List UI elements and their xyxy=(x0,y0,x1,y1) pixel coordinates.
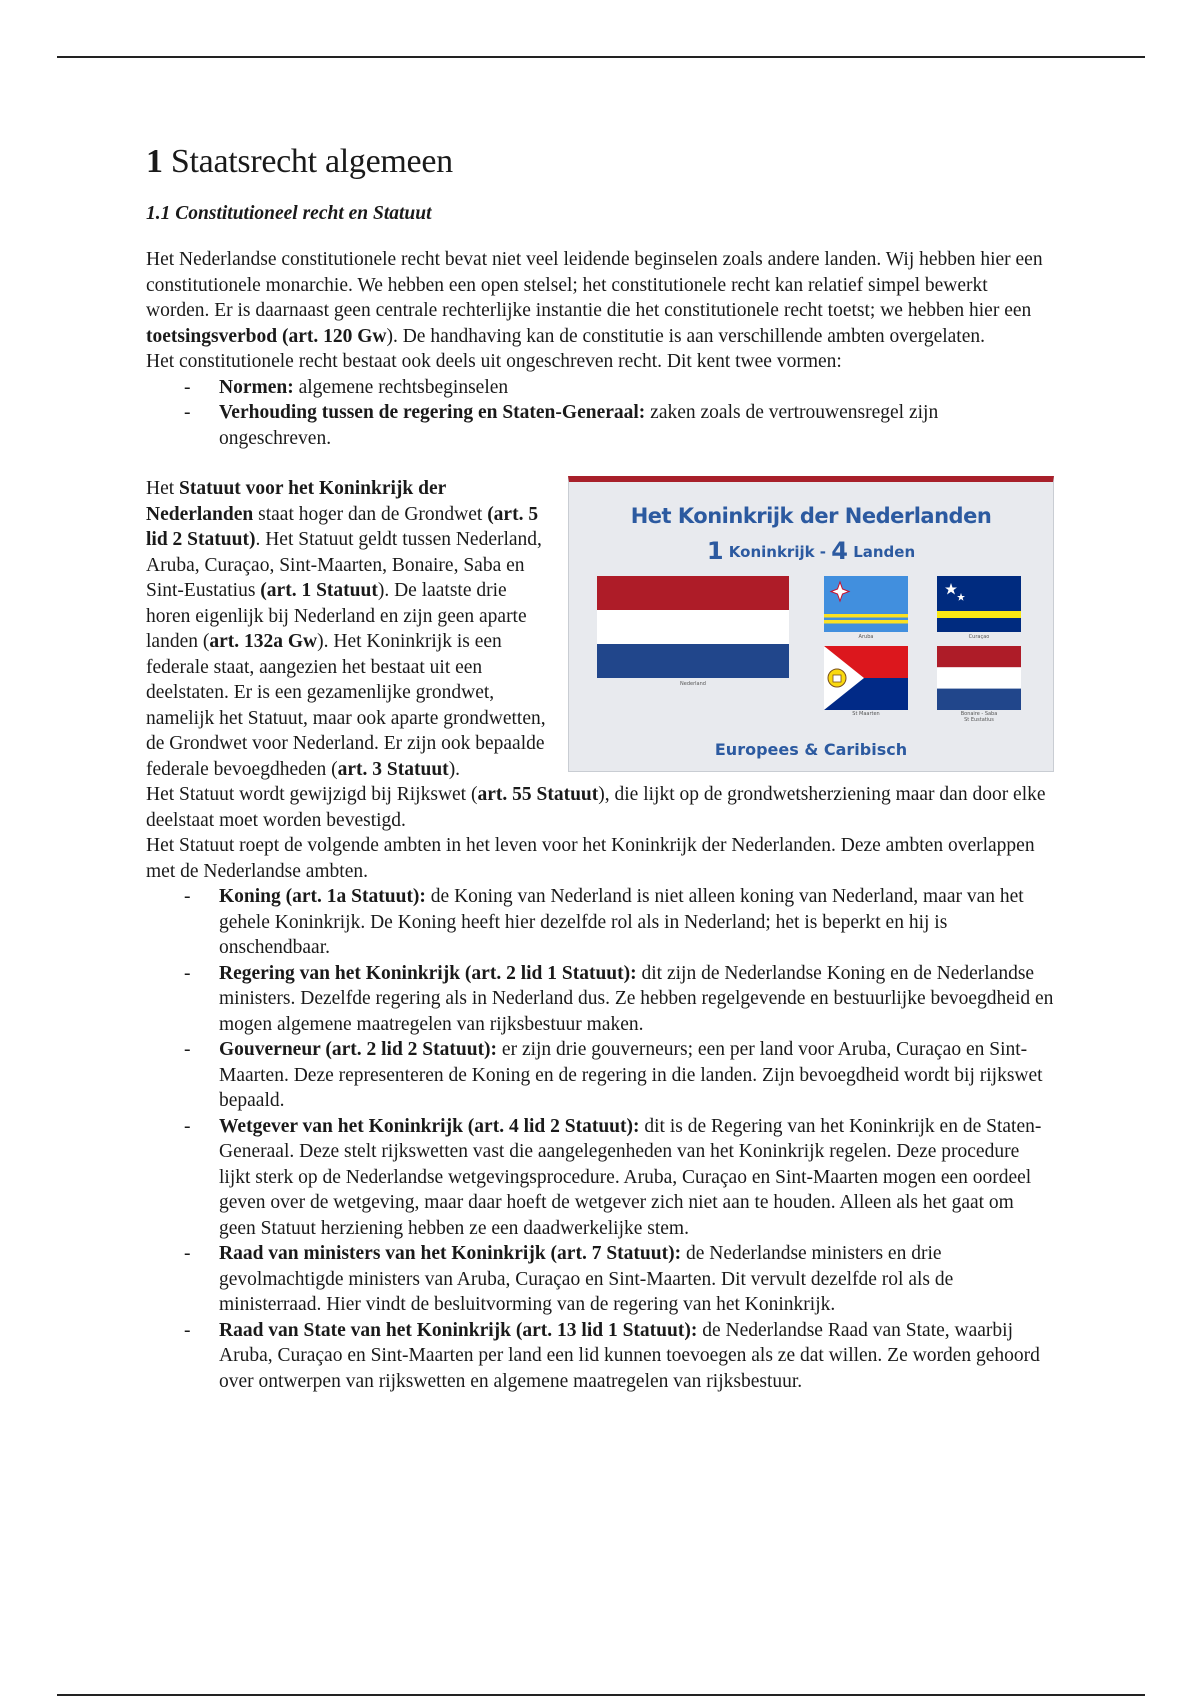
paragraph-intro: Het Nederlandse constitutionele recht bevat niet veel leidende beginselen zoals andere landen. Wij hebben hier een constitutionele monarchie. We hebben een open stelsel; het constitutionele recht kan relatief simpel bewerkt worden. Er is daarnaast geen centrale rechterlijke instantie die het constitutionele recht toetst; we hebben hier een toetsingsverbod (art. 120 Gw). De handhaving kan de constitutie is aan verschillende ambten overgelaten. xyxy=(146,249,1043,347)
caption-netherlands: Nederland xyxy=(680,681,706,687)
curacao-flag-icon xyxy=(937,576,1021,632)
figure-subtitle: 1 Koninkrijk - 4 Landen xyxy=(706,537,916,565)
caption-bes: Bonaire - Saba St Eustatius xyxy=(960,711,998,723)
paragraph-rijkswet: Het Statuut wordt gewijzigd bij Rijkswet (art. 55 Statuut), die lijkt op de grondwetsherziening maar dan door elke deelstaat moet worden bevestigd. xyxy=(146,784,1046,831)
list-item: - Normen: algemene rechtsbeginselen xyxy=(146,375,1054,401)
caption-curacao: Curaçao xyxy=(968,634,990,640)
list-item: - Koning (art. 1a Statuut): de Koning van Nederland is niet alleen koning van Nederland, maar van het gehele Koninkrijk. De Koning heeft hier dezelfde rol als in Nederland; het is beperkt en hij is onschendbaar. xyxy=(146,884,1054,961)
list-item: - Raad van State van het Koninkrijk (art. 13 lid 1 Statuut): de Nederlandse Raad van State, waarbij Aruba, Curaçao en Sint-Maarten per land een lid kunnen toevoegen als ze dat willen. Ze worden gehoord over ontwerpen van rijkswetten en algemene maatregelen van rijksbestuur. xyxy=(146,1318,1054,1395)
list-item: - Verhouding tussen de regering en Staten-Generaal: zaken zoals de vertrouwensregel zijn ongeschreven. xyxy=(146,400,1054,451)
ambten-list xyxy=(146,884,1054,1394)
paragraph-ambten: Het Statuut roept de volgende ambten in het leven voor het Koninkrijk der Nederlanden. Deze ambten overlappen met de Nederlandse ambten. xyxy=(146,835,1035,882)
paragraph-statuut: Het Statuut voor het Koninkrijk der Nederlanden staat hoger dan de Grondwet (art. 5 lid 2 Statuut). Het Statuut geldt tussen Nederland, Aruba, Curaçao, Sint-Maarten, Bonaire, Saba en Sint-Eustatius (art. 1 Statuut). De laatste drie horen eigenlijk bij Nederland en zijn geen aparte landen (art. 132a Gw). Het Koninkrijk is een federale staat, aangezien het bestaat uit een deelstaten. Er is een gezamenlijke grondwet, namelijk het Statuut, maar ook aparte grondwetten, de Grondwet voor Nederland. Er zijn ook bepaalde federale bevoegdheden (art. 3 Statuut). xyxy=(146,478,546,780)
figure-title: Het Koninkrijk der Nederlanden xyxy=(630,504,992,528)
caption-sint-maarten: St Maarten xyxy=(852,711,880,717)
top-rule xyxy=(57,56,1145,58)
chapter-number: 1 xyxy=(146,143,163,180)
sint-maarten-flag-icon xyxy=(824,646,908,710)
list-item: - Raad van ministers van het Koninkrijk (art. 7 Statuut): de Nederlandse ministers en drie gevolmachtigde ministers van Aruba, Curaçao en Sint-Maarten. Dit vervult dezelfde rol als de ministerraad. Hier vindt de besluitvorming van de regering van het Koninkrijk. xyxy=(146,1241,1054,1318)
kingdom-figure xyxy=(568,476,1054,772)
caption-aruba: Aruba xyxy=(858,634,874,640)
figure-footer: Europees & Caribisch xyxy=(714,740,908,759)
list-item: - Gouverneur (art. 2 lid 2 Statuut): er zijn drie gouverneurs; een per land voor Aruba, Curaçao en Sint-Maarten. Deze representeren de Koning en de regering in die landen. Zijn bevoegdheid wordt bij rijkswet bepaald. xyxy=(146,1037,1054,1114)
unwritten-law-list xyxy=(146,375,1054,452)
aruba-flag-icon xyxy=(824,576,908,632)
chapter-title: Staatsrecht algemeen xyxy=(170,143,453,180)
list-item: - Wetgever van het Koninkrijk (art. 4 lid 2 Statuut): dit is de Regering van het Koninkrijk en de Staten-Generaal. Deze stelt rijkswetten vast die aangelegenheden van het Koninkrijk regelen. Deze procedure lijkt sterk op de Nederlandse wetgevingsprocedure. Aruba, Curaçao en Sint-Maarten mogen een oordeel geven over de wetgeving, maar daar hoeft de wetgever zich niet aan te houden. Alleen als het gaat om geen Statuut herziening hebben ze een daadwerkelijke stem. xyxy=(146,1114,1054,1242)
page-title xyxy=(146,142,1054,182)
caribbean-netherlands-flag-icon xyxy=(937,646,1021,710)
list-item: - Regering van het Koninkrijk (art. 2 lid 1 Statuut): dit zijn de Nederlandse Koning en de Nederlandse ministers. Dezelfde regering als in Nederland dus. Ze hebben regelgevende en bestuurlijke bevoegdheid en mogen algemene maatregelen van rijksbestuur maken. xyxy=(146,961,1054,1038)
netherlands-flag-icon xyxy=(597,576,789,678)
document-body xyxy=(146,142,1054,1394)
section-heading: 1.1 Constitutioneel recht en Statuut xyxy=(146,203,432,224)
bottom-rule xyxy=(57,1694,1145,1696)
paragraph-unwritten: Het constitutionele recht bestaat ook deels uit ongeschreven recht. Dit kent twee vormen: xyxy=(146,351,842,372)
